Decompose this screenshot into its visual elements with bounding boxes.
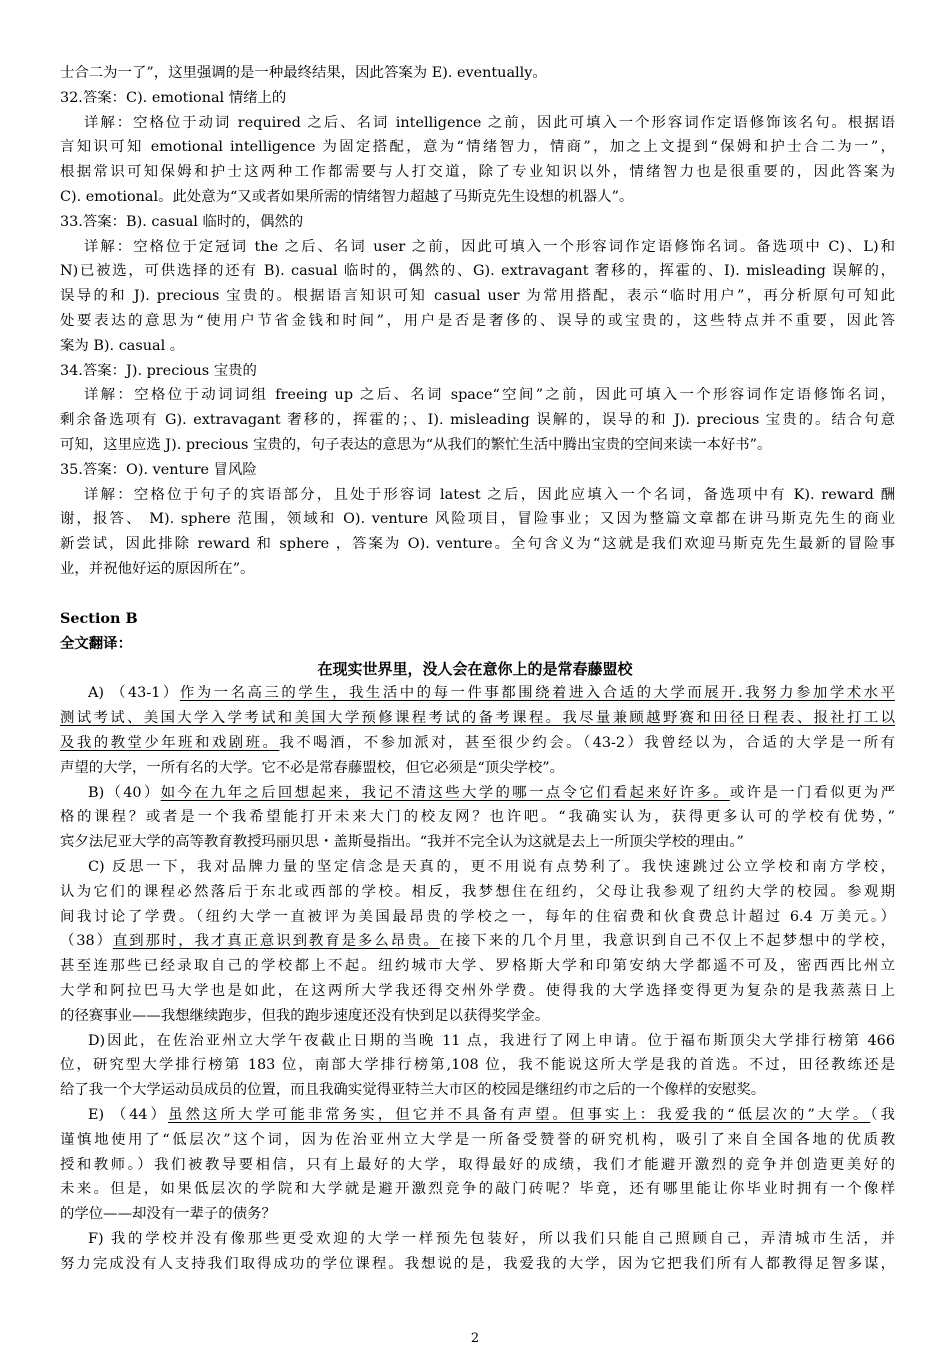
answer-line: 根据常识可知保姆和护士这两种工作都需要与人打交道，除了专业知识以外，情绪智力也是很重要的，因此答案为 [60, 164, 895, 181]
paragraph-text: F) 我的学校并没有像那些更受欢迎的大学一样预先包装好，所以我们只能自己照顾自己，弄清城市生活，并 [88, 1231, 895, 1247]
paragraph-text: D)因此，在佐治亚州立大学午夜截止日期的当晚 11 点，我进行了网上申请。位于福布斯顶尖大学排行榜第 466 [88, 1032, 895, 1049]
answer-line: 剩余备选项有 G). extravagant 奢移的，挥霍的；、I). misleading 误解的，误导的和 J). precious 宝贵的。结合句意 [60, 412, 895, 429]
paragraph-text: 我不喝酒，不参加派对，甚至很少约会。（43-2）我曾经以为，合适的大学是一所有 [279, 735, 895, 751]
paragraph-line-d [60, 1078, 895, 1103]
paragraph-text: 位，研究型大学排行榜第 183 位，南部大学排行榜第,108 位，我不能说这所大学是我的首选。不过，田径教练还是 [60, 1057, 895, 1074]
paragraph-line-f [88, 1227, 895, 1252]
paragraph-line-a [60, 706, 895, 731]
answer-line: 处要表达的意思为“使用户节省金钱和时间”，用户是否是奢侈的、误导的或宝贵的，这些特点并不重要，因此答 [60, 313, 895, 329]
answer-header: 33.答案：B). casual 临时的，偶然的 [60, 213, 304, 230]
answer-line: 士合二为一了”，这里强调的是一种最终结果，因此答案为 E). eventually。 [60, 65, 547, 81]
paragraph-line-c [88, 855, 895, 880]
paragraph-text: 宾夕法尼亚大学的高等教育教授玛丽贝思・盖斯曼指出。“我并不完全认为这就是去上一所顶尖学校的理由。” [60, 834, 744, 851]
paragraph-text: 谨慎地使用了“低层次”这个词，因为佐治亚州立大学是一所备受赞誉的研究机构，吸引了来自全国各地的优质教 [60, 1131, 895, 1148]
paragraph-line-a [88, 681, 895, 706]
paragraph-line-b [60, 830, 895, 855]
paragraph-text: 间我讨论了学费。（纽约大学一直被评为美国最昂贵的学校之一，每年的住宿费和伙食费总计超过 6.4 万美元。） [60, 908, 895, 925]
answer-line: 言知识可知 emotional intelligence 为固定搭配，意为“情绪智力，情商”，加之上文提到“保姆和护士合二为一”， [60, 139, 895, 156]
answer-line: 谢，报答、 M). sphere 范围，领域和 O). venture 风险项目，冒险事业；又因为整篇文章都在讲马斯克先生的商业 [60, 511, 895, 528]
answer-header: 32.答案：C). emotional 情绪上的 [60, 89, 287, 106]
paragraph-text: 或许是一门看似更为严 [729, 784, 895, 801]
paragraph-line-a [60, 731, 895, 756]
paragraph-text: （38） [60, 933, 113, 950]
paragraph-text: 努力完成没有人支持我们取得成功的学位课程。我想说的是，我爱我的大学，因为它把我们所有人都教得足智多谋， [60, 1255, 895, 1272]
paragraph-line-c [60, 880, 895, 905]
paragraph-line-e [60, 1202, 895, 1227]
underlined-text: 如今在九年之后回想起来，我记不清这些大学的哪一点令它们看起来好许多。 [160, 784, 730, 801]
underlined-text: 及我的教堂少年班和戏剧班。 [60, 735, 280, 751]
paragraph-text: 给了我一个大学运动员成员的位置，而且我确实觉得亚特兰大市区的校园是继纽约市之后的一个像样的安慰奖。 [60, 1082, 766, 1099]
translation-label: 全文翻译： [60, 634, 132, 652]
paragraph-line-b [88, 781, 895, 806]
answer-line: 详解：空格位于句子的宾语部分，且处于形容词 latest 之后，因此应填入一个名词，备选项中有 K). reward 酬 [84, 486, 895, 503]
underlined-text: 作为一名高三的学生，我生活中的每一件事都围绕着进入合适的大学而展开.我努力参加学术水平 [179, 685, 895, 702]
paragraph-line-b [60, 805, 895, 830]
answer-line: 案为 B). casual 。 [60, 337, 185, 354]
paragraph-line-c [60, 929, 895, 954]
paragraph-line-c [60, 1004, 895, 1029]
answer-header: 35.答案：O). venture 冒风险 [60, 461, 257, 478]
answer-line: 详解：空格位于定冠词 the 之后、名词 user 之前，因此可填入一个形容词作定语修饰名词。备选项中 C)、L)和 [84, 238, 895, 255]
answer-line: 业，并祝他好运的原因所在”。 [60, 561, 255, 577]
paragraph-line-e [88, 1103, 895, 1128]
paragraph-line-d [88, 1029, 895, 1054]
paragraph-line-f [60, 1252, 895, 1277]
answer-line: 详解：空格位于动词词组 freeing up 之后、名词 space“空间”之前，因此可填入一个形容词作定语修饰名词， [84, 387, 895, 404]
paragraph-line-a [60, 756, 895, 781]
paragraph-text: C) 反思一下，我对品牌力量的坚定信念是天真的，更不用说有点势利了。我快速跳过公立学校和南方学校， [88, 859, 895, 875]
paragraph-text: 格的课程？或者是一个我希望能打开未来大门的校友网？也许吧。“我确实认为，获得更多认可的学校有优势，” [60, 809, 895, 826]
answer-line: N)已被选，可供选择的还有 B). casual 临时的，偶然的、G). extravagant 奢移的，挥霍的、I). misleading 误解的， [60, 263, 895, 280]
answer-line: 详解：空格位于动词 required 之后、名词 intelligence 之前，因此可填入一个形容词作定语修饰该名句。根据语 [84, 114, 895, 131]
paragraph-text: 的径赛事业——我想继续跑步，但我的跑步速度还没有快到足以获得奖学金。 [60, 1007, 550, 1024]
paragraph-text: E) （44） [88, 1107, 169, 1123]
underlined-text: 直到那时，我才真正意识到教育是多么昂贵。 [112, 933, 440, 950]
paragraph-line-d [60, 1053, 895, 1078]
paragraph-text: 大学和阿拉巴马大学也是如此，在这两所大学我还得交州外学费。使得我的大学选择变得更为复杂的是我蒸蒸日上 [60, 983, 895, 999]
paragraph-line-e [60, 1153, 895, 1178]
paragraph-text: 的学位——却没有一辈子的债务？ [60, 1206, 276, 1223]
answer-line: 新尝试，因此排除 reward 和 sphere ，答案为 O). venture。全句含义为“这就是我们欢迎马斯克先生最新的冒险事 [60, 536, 895, 553]
article-title: 在现实世界里，没人会在意你上的是常春藤盟校 [317, 659, 633, 678]
answer-line: 可知，这里应选 J). precious 宝贵的，句子表达的意思为“从我们的繁忙生活中腾出宝贵的空间来读一本好书”。 [60, 437, 772, 453]
section-heading: Section B [60, 610, 138, 627]
paragraph-text: 认为它们的课程必然落后于东北或西部的学校。相反，我梦想住在纽约，父母让我参观了纽约大学的校园。参观期 [60, 883, 895, 900]
paragraph-text: 甚至连那些已经录取自己的学校都上不起。纽约城市大学、罗格斯大学和印第安纳大学都遥不可及，密西西比州立 [60, 958, 895, 975]
underlined-text: 测试考试、美国大学入学考试和美国大学预修课程考试的备考课程。我尽量兼顾越野赛和田径日程表、报社打工以 [60, 710, 895, 727]
answer-line: C). emotional。此处意为“又或者如果所需的情绪智力超越了马斯克先生设想的机器人”。 [60, 189, 634, 205]
answer-header: 34.答案：J). precious 宝贵的 [60, 362, 257, 379]
paragraph-text: B)（40） [88, 784, 161, 801]
paragraph-line-e [60, 1128, 895, 1153]
paragraph-text: 声望的大学，一所有名的大学。它不必是常春藤盟校，但它必须是“顶尖学校”。 [60, 759, 564, 776]
paragraph-line-c [60, 979, 895, 1004]
paragraph-text: 授和教师。）我们被教导要相信，只有上最好的大学，取得最好的成绩，我们才能避开激烈的竞争并创造更美好的 [60, 1156, 895, 1173]
paragraph-text: 未来。但是，如果低层次的学院和大学就是避开激烈竞争的敲门砖呢？毕竟，还有哪里能让你毕业时拥有一个像样 [60, 1181, 895, 1198]
answer-line: 误导的和 J). precious 宝贵的。根据语言知识可知 casual user 为常用搭配，表示“临时用户”，再分析原句可知此 [60, 288, 895, 305]
underlined-text: 虽然这所大学可能非常务实，但它并不具备有声望。但事实上：我爱我的“低层次的”大学。 [168, 1107, 871, 1123]
paragraph-text: 在接下来的几个月里，我意识到自己不仅上不起梦想中的学校， [439, 933, 895, 950]
paragraph-line-c [60, 954, 895, 979]
paragraph-text: A) （43-1） [88, 685, 180, 702]
page-number: 2 [470, 1331, 480, 1346]
paragraph-line-e [60, 1177, 895, 1202]
paragraph-line-c [60, 905, 895, 930]
paragraph-text: （我 [870, 1107, 895, 1123]
